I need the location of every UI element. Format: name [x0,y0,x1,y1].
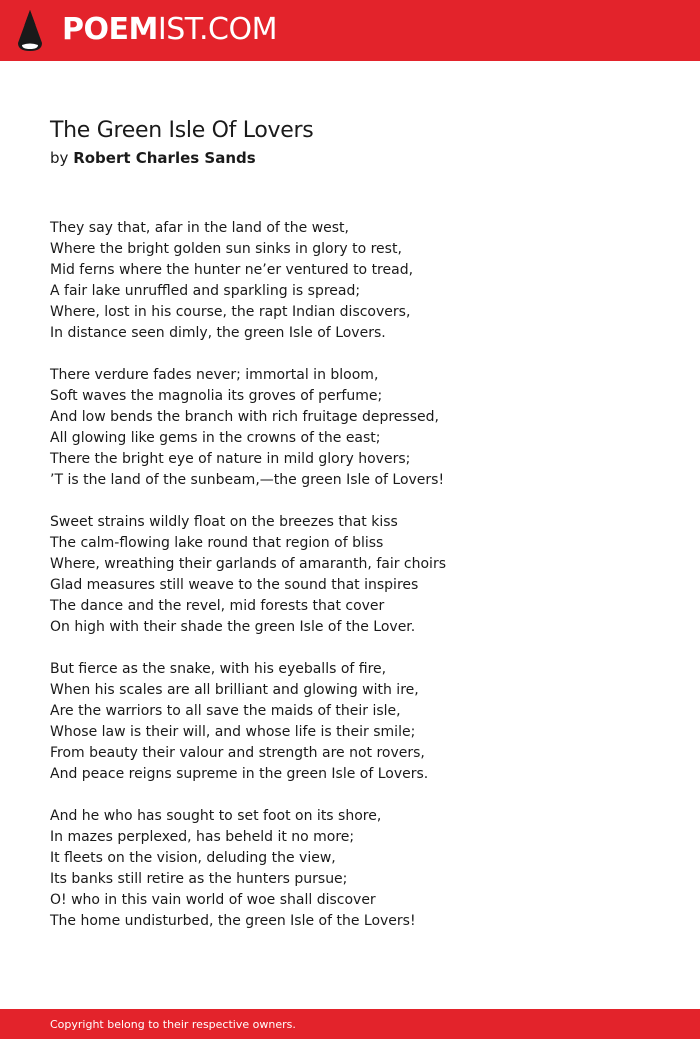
poem-title: The Green Isle Of Lovers [50,118,314,143]
site-footer [0,1009,700,1039]
by-label: by [50,149,69,167]
poem-body [50,218,670,953]
copyright-text: Copyright belong to their respective owners. [50,1018,296,1031]
site-logo[interactable] [62,12,277,48]
stanza [50,659,670,785]
poem-line: Where, lost in his course, the rapt Indian discovers, [50,304,411,320]
poem-line: The calm-flowing lake round that region of bliss [50,535,384,551]
logo-bold-text: POEM [62,12,158,47]
poem-line: From beauty their valour and strength are not rovers, [50,745,425,761]
poem-line: The home undisturbed, the green Isle of the Lovers! [50,913,416,929]
poem-header [50,116,313,168]
poem-line: Mid ferns where the hunter ne’er ventured to tread, [50,262,414,278]
poem-line: Where, wreathing their garlands of amaranth, fair choirs [50,556,446,572]
stanza [50,806,670,932]
poem-line: Glad measures still weave to the sound that inspires [50,577,419,593]
poem-line: In distance seen dimly, the green Isle of Lovers. [50,325,386,341]
poem-line: When his scales are all brilliant and glowing with ire, [50,682,419,698]
poem-line: And low bends the branch with rich fruitage depressed, [50,409,439,425]
author-name: Robert Charles Sands [73,149,256,167]
poem-line: Where the bright golden sun sinks in glory to rest, [50,241,402,257]
site-header [0,0,700,61]
poem-line: Its banks still retire as the hunters pursue; [50,871,348,887]
poem-line: ’T is the land of the sunbeam,—the green Isle of Lovers! [50,472,445,488]
poem-line: And he who has sought to set foot on its shore, [50,808,382,824]
poem-line: Are the warriors to all save the maids of their isle, [50,703,401,719]
stanza [50,512,670,638]
poem-line: The dance and the revel, mid forests that cover [50,598,385,614]
poem-line: But fierce as the snake, with his eyeballs of fire, [50,661,387,677]
poem-line: There the bright eye of nature in mild glory hovers; [50,451,411,467]
logo-light-text: IST.COM [157,12,277,47]
stanza [50,365,670,491]
poem-line: They say that, afar in the land of the west, [50,220,349,236]
poem-line: All glowing like gems in the crowns of the east; [50,430,381,446]
poem-line: It fleets on the vision, deluding the view, [50,850,336,866]
poem-line: Sweet strains wildly float on the breezes that kiss [50,514,398,530]
poem-line: And peace reigns supreme in the green Isle of Lovers. [50,766,429,782]
byline [50,148,313,168]
poem-line: In mazes perplexed, has beheld it no more; [50,829,355,845]
poem-line: Soft waves the magnolia its groves of perfume; [50,388,383,404]
poem-line: Whose law is their will, and whose life is their smile; [50,724,416,740]
poem-line: There verdure fades never; immortal in bloom, [50,367,379,383]
pencil-logo-icon[interactable] [17,9,43,52]
poem-line: A fair lake unruffled and sparkling is spread; [50,283,361,299]
poem-line: On high with their shade the green Isle of the Lover. [50,619,416,635]
poem-line: O! who in this vain world of woe shall discover [50,892,376,908]
stanza [50,218,670,344]
